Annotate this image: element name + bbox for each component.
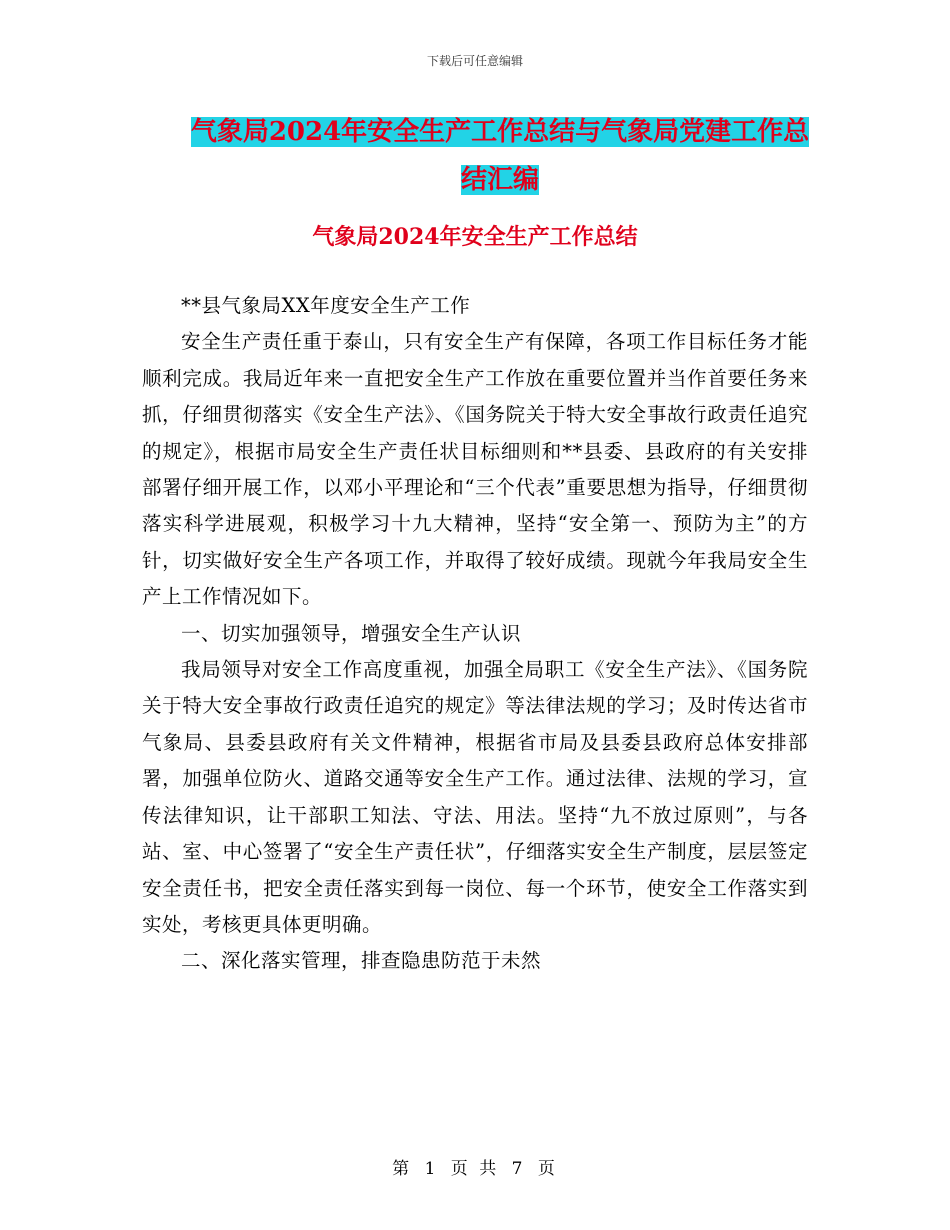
heading-section-2: 二、深化落实管理，排查隐患防范于未然 [181, 949, 542, 973]
paragraph-section-1: 我局领导对安全工作高度重视，加强全局职工《安全生产法》、《国务院关于特大安全事故行政责任追究的规定》等法律法规的学习；及时传达省市气象局、县委县政府有关文件精神，根据省市局及县委县政府总体安排部署，加强单位防火、道路交通等安全生产工作。通过法律、法规的学习，宣传法律知识，让干部职工知法、守法、用法。坚持“九不放过原则”，与各站、室、中心签署了“安全生产责任状”，仔细落实安全生产制度，层层签定安全责任书，把安全责任落实到每一岗位、每一个环节，使安全工作落实到实处，考核更具体更明确。 [142, 658, 808, 936]
document-body [142, 288, 808, 980]
page-footer [0, 1154, 950, 1179]
footer-middle: 页 共 [450, 1159, 500, 1179]
header-note: 下载后可任意编辑 [426, 54, 523, 68]
footer-total-pages: 7 [511, 1159, 526, 1179]
document-title-line-2: 结汇编 [460, 165, 539, 195]
footer-page-number: 1 [424, 1159, 439, 1179]
footer-prefix: 第 [392, 1159, 413, 1179]
footer-suffix: 页 [537, 1159, 558, 1179]
paragraph-subject: **县气象局XX年度安全生产工作 [181, 294, 471, 317]
section-title: 气象局2024年安全生产工作总结 [312, 224, 638, 250]
paragraph-intro: 安全生产责任重于泰山，只有安全生产有保障，各项工作目标任务才能顺利完成。我局近年来一直把安全生产工作放在重要位置并当作首要任务来抓，仔细贯彻落实《安全生产法》、《国务院关于特大安全事故行政责任追究的规定》，根据市局安全生产责任状目标细则和**县委、县政府的有关安排部署仔细开展工作，以邓小平理论和“三个代表”重要思想为指导，仔细贯彻落实科学进展观，积极学习十九大精神，坚持“安全第一、预防为主”的方针，切实做好安全生产各项工作，并取得了较好成绩。现就今年我局安全生产上工作情况如下。 [142, 330, 808, 609]
document-title [110, 108, 890, 204]
heading-section-1: 一、切实加强领导，增强安全生产认识 [181, 621, 522, 645]
document-title-line-1: 气象局2024年安全生产工作总结与气象局党建工作总 [190, 117, 810, 147]
